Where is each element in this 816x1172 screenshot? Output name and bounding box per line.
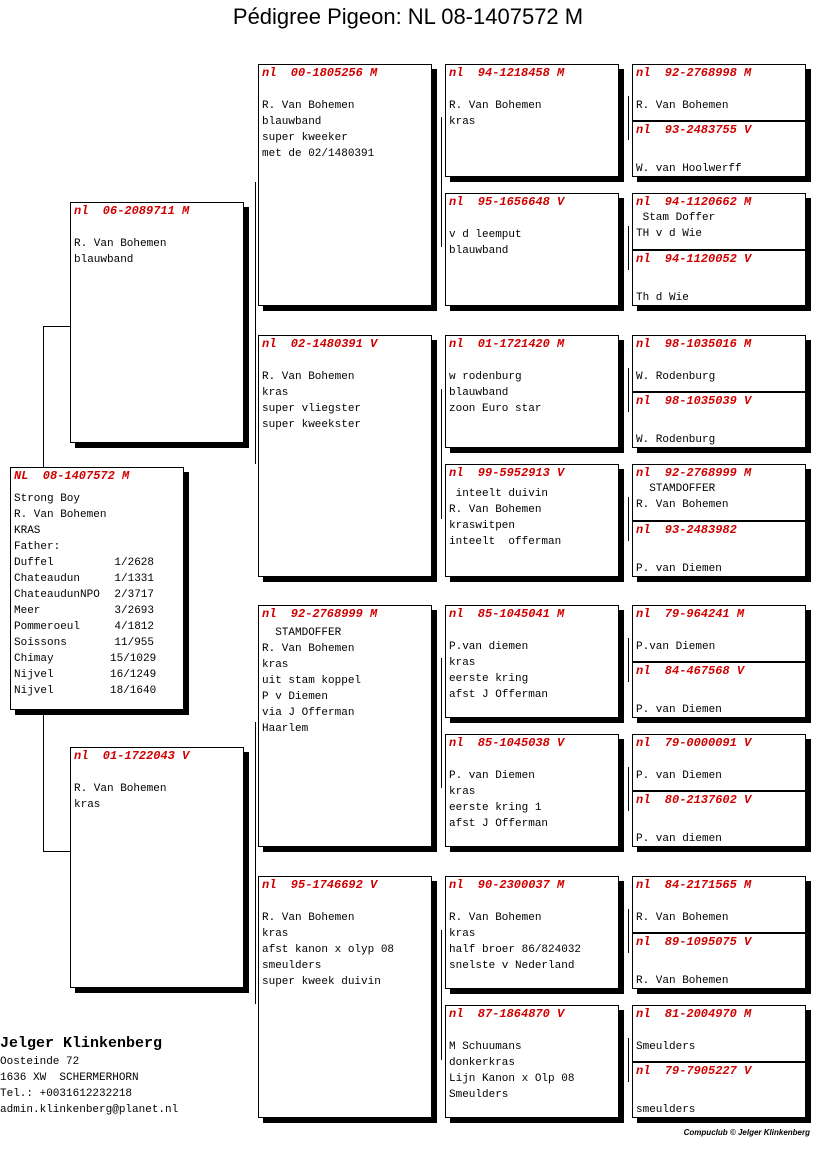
great-grandparent-ring: nl 01-1721420 M [449,337,565,351]
great-grandparent-ring: nl 94-1218458 M [449,66,565,80]
great-grandparent-card[interactable] [445,1005,619,1118]
owner-email[interactable]: admin.klinkenberg@planet.nl [0,1104,179,1116]
great-grandparent-line: inteelt offerman [449,536,562,548]
ancestor-line: Stam Doffer [636,212,716,224]
ancestor-card[interactable] [632,734,806,791]
subject-line: KRAS [14,525,41,537]
great-grandparent-card[interactable] [445,464,619,577]
ancestor-ring: nl 84-467568 V [636,664,745,678]
great-grandparent-line: kraswitpen [449,520,516,532]
ancestor-line: Th d Wie [636,292,689,304]
result-race: Nijvel [14,669,54,681]
ancestor-ring: nl 79-964241 M [636,607,745,621]
owner-address: Oosteinde 72 [0,1056,80,1068]
great-grandparent-line: w rodenburg [449,371,522,383]
great-grandparent-line: Lijn Kanon x Olp 08 [449,1073,575,1085]
great-grandparent-ring: nl 85-1045041 M [449,607,565,621]
ancestor-card[interactable] [632,605,806,662]
great-grandparent-line: afst J Offerman [449,689,549,701]
great-grandparent-line: kras [449,657,476,669]
grandparent-line: blauwband [262,116,322,128]
ancestor-card[interactable] [632,521,806,577]
result-place: 11/955 [114,637,154,649]
result-race: Pommeroeul [14,621,81,633]
grandparent-line: kras [262,387,289,399]
great-grandparent-card[interactable] [445,734,619,847]
mother-line: R. Van Bohemen [74,783,167,795]
ancestor-ring: nl 79-0000091 V [636,736,752,750]
ancestor-card[interactable] [632,1062,806,1118]
subject-line: R. Van Bohemen [14,509,107,521]
great-grandparent-card[interactable] [445,876,619,989]
grandparent-line: STAMDOFFER [262,627,342,639]
result-place: 1/2628 [114,557,154,569]
owner-phone: Tel.: +0031612232218 [0,1088,133,1100]
result-place: 16/1249 [110,669,157,681]
grandparent-card[interactable] [258,876,432,1118]
ancestor-ring: nl 93-2483755 V [636,123,752,137]
grandparent-line: Haarlem [262,723,309,735]
great-grandparent-line: blauwband [449,245,509,257]
grandparent-line: smeulders [262,960,322,972]
great-grandparent-line: M Schuumans [449,1041,522,1053]
grandparent-card[interactable] [258,605,432,847]
ancestor-ring: nl 92-2768998 M [636,66,752,80]
ancestor-line: P. van Diemen [636,770,722,782]
result-race: ChateaudunNPO [14,589,100,601]
result-row [14,683,180,699]
ancestor-card[interactable] [632,392,806,448]
ancestor-ring: nl 94-1120052 V [636,252,752,266]
connector [628,497,629,541]
result-row [14,619,180,635]
ancestor-ring: nl 98-1035039 V [636,394,752,408]
grandparent-line: R. Van Bohemen [262,643,355,655]
page-title: Pédigree Pigeon: NL 08-1407572 M [232,4,584,29]
owner-block [0,1034,178,1118]
result-race: Meer [14,605,41,617]
ancestor-ring: nl 94-1120662 M [636,195,752,209]
owner-postcode: 1636 XW SCHERMERHORN [0,1072,139,1084]
great-grandparent-line: kras [449,928,476,940]
great-grandparent-card[interactable] [445,605,619,718]
great-grandparent-line: P. van Diemen [449,770,535,782]
father-card[interactable] [70,202,244,443]
great-grandparent-line: kras [449,786,476,798]
great-grandparent-line: snelste v Nederland [449,960,575,972]
subject-line: Father: [14,541,61,553]
ancestor-card[interactable] [632,876,806,933]
ancestor-card[interactable] [632,662,806,718]
connector [43,851,70,852]
subject-pigeon-card[interactable] [10,467,184,710]
result-place: 4/1812 [114,621,154,633]
owner-name: Jelger Klinkenberg [0,1035,163,1052]
great-grandparent-line: eerste kring 1 [449,802,542,814]
ancestor-line: R. Van Bohemen [636,499,729,511]
great-grandparent-line: donkerkras [449,1057,516,1069]
grandparent-line: uit stam koppel [262,675,362,687]
grandparent-ring: nl 95-1746692 V [262,878,378,892]
ancestor-line: R. Van Bohemen [636,100,729,112]
great-grandparent-ring: nl 87-1864870 V [449,1007,565,1021]
ancestor-ring: nl 84-2171565 M [636,878,752,892]
grandparent-line: kras [262,659,289,671]
grandparent-line: R. Van Bohemen [262,912,355,924]
grandparent-card[interactable] [258,335,432,577]
mother-ring: nl 01-1722043 V [74,749,190,763]
great-grandparent-line: v d leemput [449,229,522,241]
great-grandparent-ring: nl 95-1656648 V [449,195,565,209]
result-race: Chateaudun [14,573,81,585]
ancestor-ring: nl 79-7905227 V [636,1064,752,1078]
ancestor-line: STAMDOFFER [636,483,716,495]
ancestor-card[interactable] [632,121,806,177]
connector [628,226,629,270]
grandparent-line: met de 02/1480391 [262,148,375,160]
great-grandparent-card[interactable] [445,193,619,306]
father-ring: nl 06-2089711 M [74,204,190,218]
connector [43,326,70,327]
ancestor-card[interactable] [632,193,806,250]
ancestor-card[interactable] [632,791,806,847]
connector [628,909,629,953]
ancestor-ring: nl 98-1035016 M [636,337,752,351]
connector [441,930,442,1060]
connector [441,117,442,247]
great-grandparent-ring: nl 90-2300037 M [449,878,565,892]
connector [628,96,629,140]
mother-line: kras [74,799,101,811]
result-place: 18/1640 [110,685,157,697]
grandparent-line: super kweeker [262,132,348,144]
great-grandparent-line: inteelt duivin [449,488,549,500]
ancestor-line: P. van diemen [636,833,722,845]
results-list [14,555,180,699]
connector [255,722,256,1004]
great-grandparent-card[interactable] [445,335,619,448]
result-row [14,555,180,571]
ancestor-line: P. van Diemen [636,704,722,716]
ancestor-card[interactable] [632,1005,806,1062]
grandparent-ring: nl 02-1480391 V [262,337,378,351]
ancestor-ring: nl 81-2004970 M [636,1007,752,1021]
ancestor-line: P.van Diemen [636,641,716,653]
great-grandparent-line: R. Van Bohemen [449,912,542,924]
result-race: Duffel [14,557,54,569]
footer-credit: Compuclub © Jelger Klinkenberg [683,1128,810,1137]
ancestor-ring: nl 93-2483982 [636,523,737,537]
result-row [14,651,180,667]
ancestor-line: W. Rodenburg [636,434,716,446]
grandparent-line: R. Van Bohemen [262,371,355,383]
great-grandparent-ring: nl 85-1045038 V [449,736,565,750]
result-place: 15/1029 [110,653,157,665]
result-row [14,603,180,619]
result-row [14,587,180,603]
grandparent-line: via J Offerman [262,707,355,719]
grandparent-line: afst kanon x olyp 08 [262,944,395,956]
ancestor-card[interactable] [632,250,806,306]
great-grandparent-line: R. Van Bohemen [449,100,542,112]
connector [441,389,442,519]
great-grandparent-line: zoon Euro star [449,403,542,415]
grandparent-ring: nl 00-1805256 M [262,66,378,80]
ancestor-line: W. Rodenburg [636,371,716,383]
grandparent-line: super kweekster [262,419,362,431]
ancestor-line: R. Van Bohemen [636,912,729,924]
connector [441,658,442,788]
father-line: R. Van Bohemen [74,238,167,250]
grandparent-ring: nl 92-2768999 M [262,607,378,621]
subject-line: Strong Boy [14,493,81,505]
ancestor-line: R. Van Bohemen [636,975,729,987]
grandparent-line: P v Diemen [262,691,329,703]
father-line: blauwband [74,254,134,266]
great-grandparent-line: afst J Offerman [449,818,549,830]
result-row [14,635,180,651]
grandparent-line: R. Van Bohemen [262,100,355,112]
ancestor-card[interactable] [632,335,806,392]
result-race: Soissons [14,637,67,649]
great-grandparent-line: half broer 86/824032 [449,944,582,956]
great-grandparent-line: kras [449,116,476,128]
great-grandparent-line: P.van diemen [449,641,529,653]
ancestor-line: TH v d Wie [636,228,703,240]
ancestor-card[interactable] [632,464,806,521]
result-race: Chimay [14,653,54,665]
result-place: 3/2693 [114,605,154,617]
subject-ring: NL 08-1407572 M [14,469,130,483]
result-row [14,571,180,587]
great-grandparent-line: R. Van Bohemen [449,504,542,516]
ancestor-card[interactable] [632,933,806,989]
ancestor-card[interactable] [632,64,806,121]
result-place: 2/3717 [114,589,154,601]
great-grandparent-card[interactable] [445,64,619,177]
great-grandparent-line: eerste kring [449,673,529,685]
connector [628,638,629,682]
grandparent-card[interactable] [258,64,432,306]
grandparent-line: super kweek duivin [262,976,381,988]
great-grandparent-ring: nl 99-5952913 V [449,466,565,480]
grandparent-line: super vliegster [262,403,362,415]
result-race: Nijvel [14,685,54,697]
ancestor-ring: nl 89-1095075 V [636,935,752,949]
result-place: 1/1331 [114,573,154,585]
connector [628,1038,629,1082]
connector [255,182,256,464]
result-row [14,667,180,683]
ancestor-line: smeulders [636,1104,696,1116]
ancestor-line: W. van Hoolwerff [636,163,742,175]
connector [628,368,629,412]
ancestor-line: P. van Diemen [636,563,722,575]
ancestor-line: Smeulders [636,1041,696,1053]
great-grandparent-line: Smeulders [449,1089,509,1101]
mother-card[interactable] [70,747,244,988]
ancestor-ring: nl 92-2768999 M [636,466,752,480]
ancestor-ring: nl 80-2137602 V [636,793,752,807]
connector [628,767,629,811]
great-grandparent-line: blauwband [449,387,509,399]
grandparent-line: kras [262,928,289,940]
